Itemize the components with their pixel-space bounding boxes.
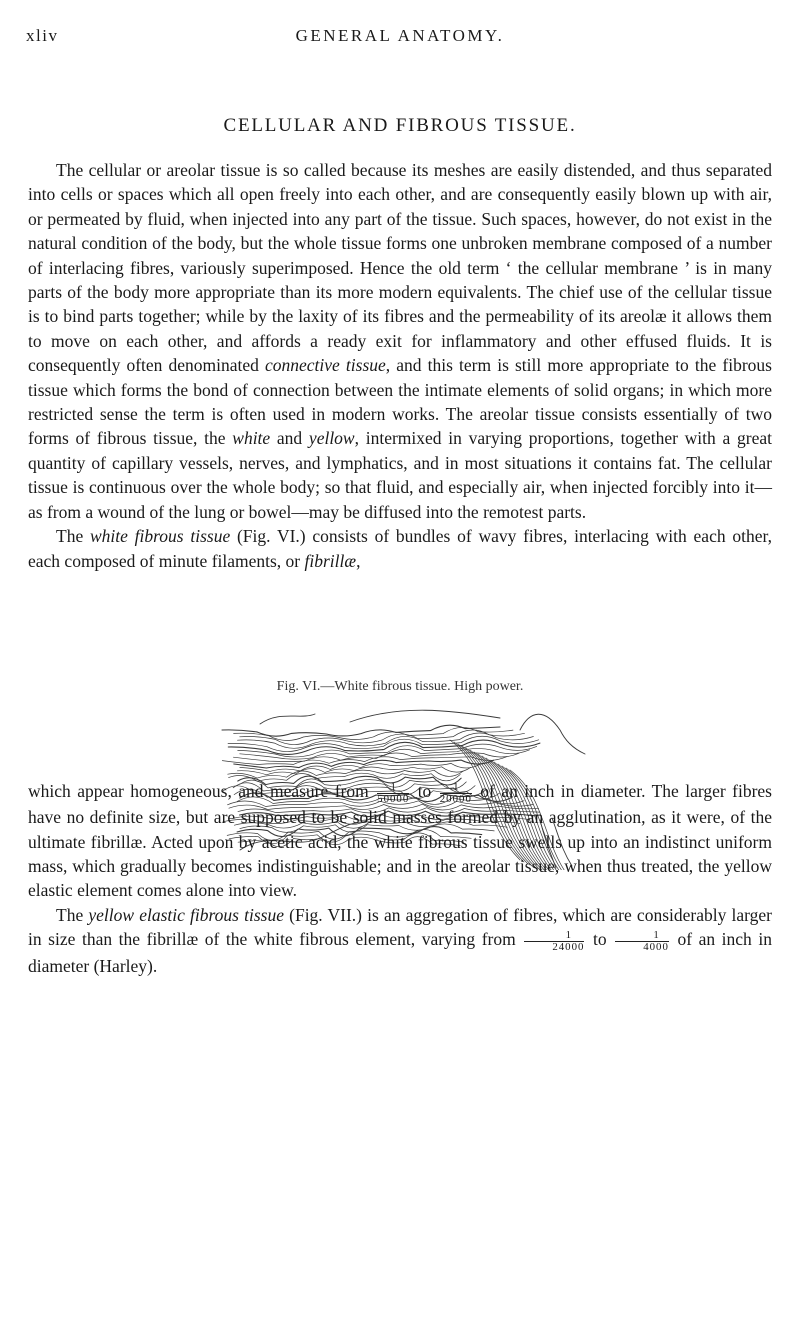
paragraph-white-fibrous-intro: The white fibrous tissue (Fig. VI.) consists of bundles of wavy fibres, interlacing with each other, each composed of minute filaments, or fibrillæ,	[28, 526, 772, 571]
fraction-1-4000: $\frac{1}{4000}$	[615, 930, 669, 954]
running-head	[26, 26, 774, 50]
term-white: white	[232, 428, 271, 449]
term-fibrillae: fibrillæ	[304, 550, 357, 571]
term-white-fibrous-tissue: white fibrous tissue	[89, 526, 231, 547]
term-connective-tissue: connective tissue	[265, 355, 386, 376]
text-block-lower	[28, 779, 772, 978]
paragraph-cellular-tissue: The cellular or areolar tissue is so called because its meshes are easily distended, and thus separated into cells or spaces which all open freely into each other, and are consequently easily blown up with air, or permeated by fluid, when injected into any part of the tissue. Such spaces, however, do not exist in the natural condition of the body, but the whole tissue forms one unbroken membrane composed of a number of interlacing fibres, variously superimposed. Hence the old term ‘ the cellular membrane ’ is in many parts of the body more appropriate than its more modern equivalents. The chief use of the cellular tissue is to bind parts together; while by the laxity of its fibres and the permeability of its areolæ it allows them to move on each other, and affords a ready exit for inflammatory and other effused fluids. It is consequently often denominated connective tissue, and this term is still more appropriate to the fibrous tissue which forms the bond of connection between the intimate elements of solid organs; in which more restricted sense the term is often used in modern works. The areolar tissue consists essentially of two forms of fibrous tissue, the white and yellow, intermixed in varying proportions, together with a great quantity of capillary vessels, nerves, and lymphatics, and in most situations it contains fat. The cellular tissue is continuous over the whole body; so that fluid, and especially air, when injected forcibly into it—as from a wound of the lung or bowel—may be diffused into the remotest parts.	[28, 160, 772, 522]
text-block-upper	[28, 158, 772, 573]
term-yellow: yellow	[308, 428, 355, 449]
section-title: CELLULAR AND FIBROUS TISSUE.	[223, 115, 577, 136]
fraction-1-24000: $\frac{1}{24000}$	[524, 930, 584, 954]
paragraph-yellow-elastic: The yellow elastic fibrous tissue (Fig. VII.) is an aggregation of fibres, which are considerably larger in size than the fibrillæ of the white fibrous element, varying from $\frac{1}{24000}$ to $\frac{1}{4000}$ of an inch in diameter (Harley).	[28, 904, 772, 976]
paragraph-fibrillae-measure: which appear homogeneous, and measure from $\frac{1}{50000}$ to $\frac{1}{20000}$ of an inch in diameter. The larger fibres have no definite size, but are supposed to be solid masses formed by an agglutination, as it were, of the ultimate fibrillæ. Acted upon by acetic acid, the white fibrous tissue swells up into an indistinct uniform mass, which gradually becomes indistinguishable; and in the areolar tissue, when thus treated, the yellow elastic element comes alone into view.	[28, 780, 772, 901]
fibre-stroke	[240, 730, 525, 745]
figure-caption: Fig. VI.—White fibrous tissue. High power.	[276, 679, 524, 694]
running-title: GENERAL ANATOMY.	[295, 26, 505, 45]
fibre-stroke	[260, 714, 315, 724]
term-yellow-elastic-fibrous-tissue: yellow elastic fibrous tissue	[88, 904, 284, 925]
fibre-stroke	[520, 714, 585, 754]
fraction-1-20000: $\frac{1}{20000}$	[439, 780, 472, 805]
fibre-stroke	[350, 710, 500, 722]
page-number: xliv	[26, 26, 59, 45]
fibre-stroke	[238, 744, 537, 757]
fibre-stroke	[222, 725, 500, 736]
fraction-1-50000: $\frac{1}{50000}$	[377, 780, 410, 805]
